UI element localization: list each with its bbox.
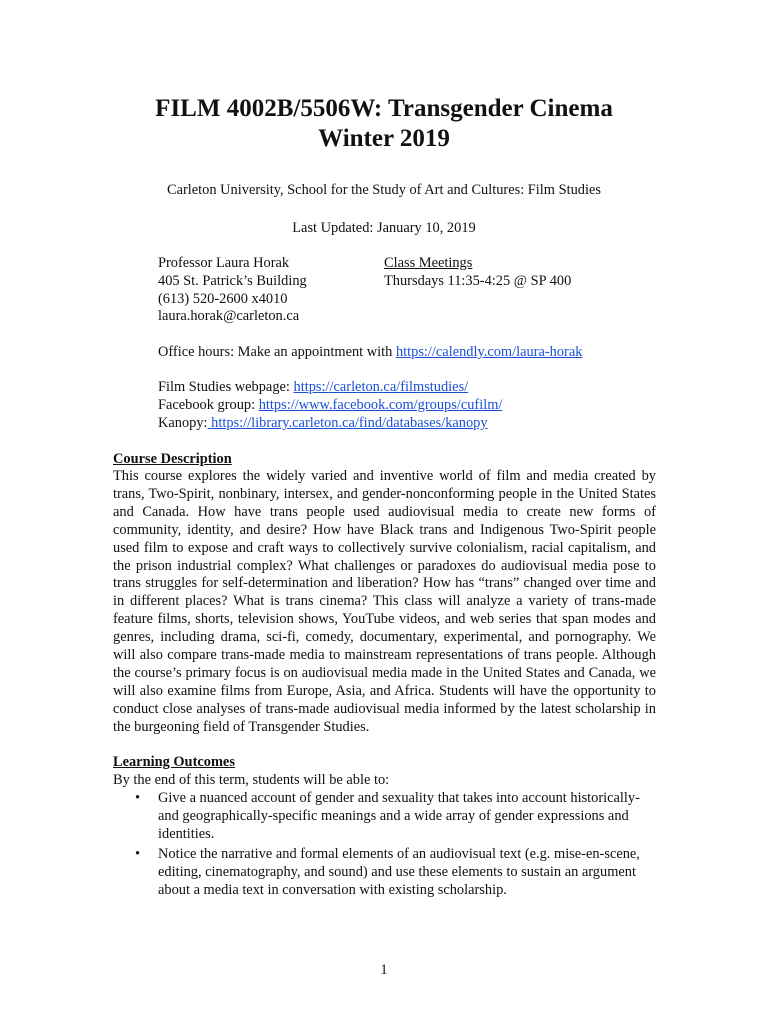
class-meetings-label: Class Meetings <box>384 255 473 271</box>
list-item <box>113 790 656 844</box>
kanopy-link[interactable]: https://library.carleton.ca/find/databases/kanopy <box>207 415 488 431</box>
office-hours-text: Office hours: Make an appointment with <box>158 344 396 360</box>
learning-outcomes-list <box>113 790 656 901</box>
outcome-text: Give a nuanced account of gender and sexuality that takes into account historically- and geographically-specific meanings and a wide array of gender expressions and identities. <box>158 790 640 842</box>
office-location: 405 St. Patrick’s Building <box>158 273 307 289</box>
kanopy-line <box>158 414 488 432</box>
film-studies-link[interactable]: https://carleton.ca/filmstudies/ <box>293 379 469 395</box>
course-description-body: This course explores the widely varied and inventive world of film and media created by trans, Two-Spirit, nonbinary, intersex, and gender-nonconforming people in the United States and Canada. How have trans people used audiovisual media to create new forms of community, identity, and desire? How have Black trans and Indigenous Two-Spirit people used film to expose and craft ways to collectively survive colonialism, racial capitalism, and the prison industrial complex? What challenges or paradoxes do audiovisual media pose to trans struggles for self-determination and liberation? How has “trans” changed over time and in different places? What is trans cinema? This class will analyze a variety of trans-made feature films, shorts, television shows, YouTube videos, and web series that span modes and genres, including drama, sci-fi, comedy, documentary, experimental, and pornography. We will also compare trans-made media to mainstream representations of trans people. Although the course’s primary focus is on audiovisual media made in the United States and Canada, we will also examine films from Europe, Asia, and Africa. Students will have the opportunity to conduct close analyses of trans-made audiovisual media informed by the latest scholarship in the burgeoning field of Transgender Studies. <box>113 468 656 735</box>
email-address: laura.horak@carleton.ca <box>158 308 300 324</box>
phone-number: (613) 520-2600 x4010 <box>158 291 288 307</box>
course-description-heading: Course Description <box>113 451 232 467</box>
facebook-label: Facebook group: <box>158 397 259 413</box>
course-term: Winter 2019 <box>318 125 450 152</box>
facebook-line <box>158 396 502 414</box>
bullet-icon: • <box>135 845 141 862</box>
learning-outcomes-heading: Learning Outcomes <box>113 754 235 770</box>
outcome-text: Notice the narrative and formal elements of an audiovisual text (e.g. mise-en-scene, editing, cinematography, and sound) and use these elements to sustain an argument about a media text in conversation with existing scholarship. <box>158 845 640 898</box>
learning-outcomes-intro: By the end of this term, students will be able to: <box>113 772 390 788</box>
facebook-group-link[interactable]: https://www.facebook.com/groups/cufilm/ <box>258 397 503 413</box>
course-title: FILM 4002B/5506W: Transgender Cinema <box>155 95 613 122</box>
office-hours-line <box>158 343 582 361</box>
bullet-icon: • <box>135 790 141 806</box>
institution-line: Carleton University, School for the Study of Art and Cultures: Film Studies <box>167 182 601 198</box>
calendly-link[interactable]: https://calendly.com/laura-horak <box>395 344 583 360</box>
kanopy-label: Kanopy: <box>158 415 208 431</box>
webpage-line <box>158 378 468 396</box>
class-meetings-time: Thursdays 11:35-4:25 @ SP 400 <box>384 273 572 289</box>
last-updated: Last Updated: January 10, 2019 <box>292 220 476 236</box>
webpage-label: Film Studies webpage: <box>158 379 294 395</box>
professor-name: Professor Laura Horak <box>158 255 290 271</box>
list-item <box>113 846 656 900</box>
page-number: 1 <box>380 962 388 978</box>
